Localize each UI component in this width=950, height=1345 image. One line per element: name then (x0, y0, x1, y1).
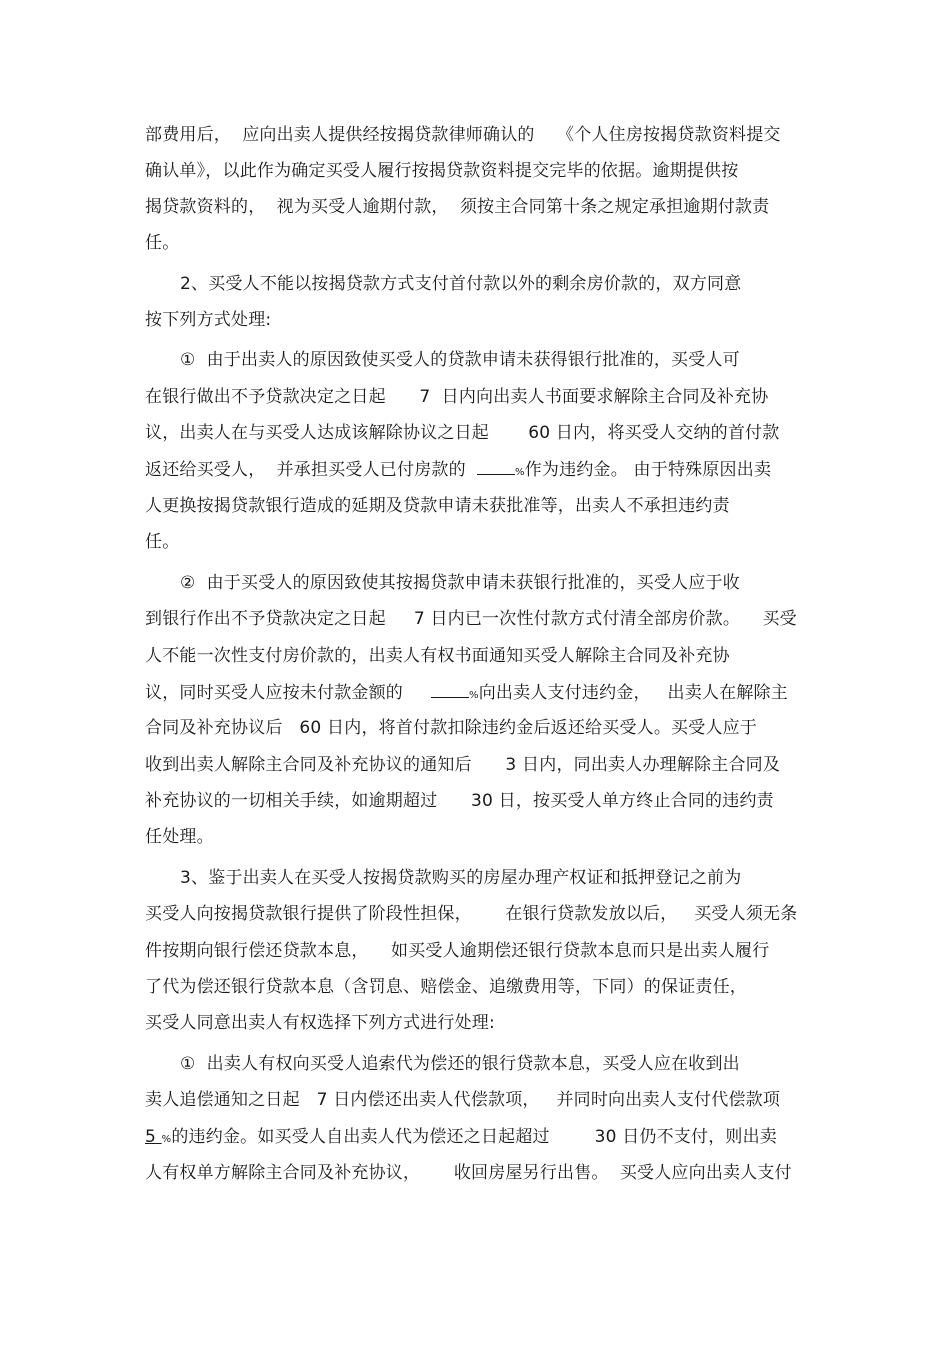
text-line: 人更换按揭贷款银行造成的延期及贷款申请未获批准等，出卖人不承担违约责 (145, 496, 730, 516)
text-line: 补充协议的一切相关手续，如逾期超过 30 日，按买受人单方终止合同的违约责 (145, 791, 774, 811)
text-segment: 返还给买受人， 并承担买受人已付房款的 (145, 460, 466, 480)
text-line: 议，出卖人在与买受人达成该解除协议之日起 60 日内，将买受人交纳的首付款 (145, 423, 780, 443)
text-segment: 议，同时买受人应按未付款金额的 (145, 683, 403, 703)
text-line: 任处理。 (145, 827, 214, 847)
text-line: ② 由于买受人的原因致使其按揭贷款申请未获银行批准的，买受人应于收 (180, 573, 740, 593)
blank-field (431, 680, 469, 698)
text-line: 2、买受人不能以按揭贷款方式支付首付款以外的剩余房价款的，双方同意 (180, 274, 742, 294)
text-line: 部费用后， 应向出卖人提供经按揭贷款律师确认的 《个人住房按揭贷款资料提交 (145, 125, 781, 145)
text-line: 买受人同意出卖人有权选择下列方式进行处理: (145, 1013, 495, 1033)
text-line: 到银行作出不予贷款决定之日起 7 日内已一次性付款方式付清全部房价款。 买受 (145, 609, 797, 629)
text-segment: 作为违约金。 由于特殊原因出卖 (524, 460, 772, 480)
text-segment: 的违约金。如买受人自出卖人代为偿还之日起超过 30 日仍不支付，则出卖 (171, 1127, 778, 1147)
text-line: 件按期向银行偿还贷款本息， 如买受人逾期偿还银行贷款本息而只是出卖人履行 (145, 941, 770, 961)
percent-sign: % (515, 467, 525, 478)
percent-sign: % (161, 1134, 172, 1145)
text-line (145, 457, 771, 485)
text-line (145, 680, 788, 708)
text-line: ① 由于出卖人的原因致使买受人的贷款申请未获得银行批准的，买受人可 (180, 350, 740, 370)
text-line: 人不能一次性支付房价款的，出卖人有权书面通知买受人解除主合同及补充协 (145, 646, 730, 666)
text-line: 买受人向按揭贷款银行提供了阶段性担保， 在银行贷款发放以后， 买受人须无条 (145, 904, 798, 924)
text-segment: 向出卖人支付违约金， 出卖人在解除主 (478, 683, 788, 703)
text-line: 揭贷款资料的， 视为买受人逾期付款， 须按主合同第十条之规定承担逾期付款责 (145, 197, 770, 217)
filled-value: 5 (145, 1127, 157, 1147)
text-line: ① 出卖人有权向买受人追索代为偿还的银行贷款本息，买受人应在收到出 (180, 1054, 740, 1074)
text-line: 人有权单方解除主合同及补充协议， 收回房屋另行出售。 买受人应向出卖人支付 (145, 1163, 792, 1183)
text-line: 任。 (145, 233, 180, 253)
text-line: 收到出卖人解除主合同及补充协议的通知后 3 日内，同出卖人办理解除主合同及 (145, 755, 781, 775)
text-line: 合同及补充协议后 60 日内，将首付款扣除违约金后返还给买受人。买受人应于 (145, 718, 758, 738)
text-line: 卖人追偿通知之日起 7 日内偿还出卖人代偿款项， 并同时向出卖人支付代偿款项 (145, 1090, 781, 1110)
text-line: 确认单》，以此作为确定买受人履行按揭贷款资料提交完毕的依据。逾期提供按 (145, 161, 739, 181)
blank-field (477, 457, 515, 475)
text-line: 按下列方式处理: (145, 310, 272, 330)
text-line (145, 1125, 777, 1152)
text-line: 3、鉴于出卖人在买受人按揭贷款购买的房屋办理产权证和抵押登记之前为 (180, 868, 742, 888)
percent-sign: % (469, 690, 479, 701)
text-line: 了代为偿还银行贷款本息（含罚息、赔偿金、追缴费用等，下同）的保证责任， (145, 977, 747, 997)
text-line: 任。 (145, 532, 180, 552)
text-line: 在银行做出不予贷款决定之日起 7 日内向出卖人书面要求解除主合同及补充协 (145, 387, 769, 407)
